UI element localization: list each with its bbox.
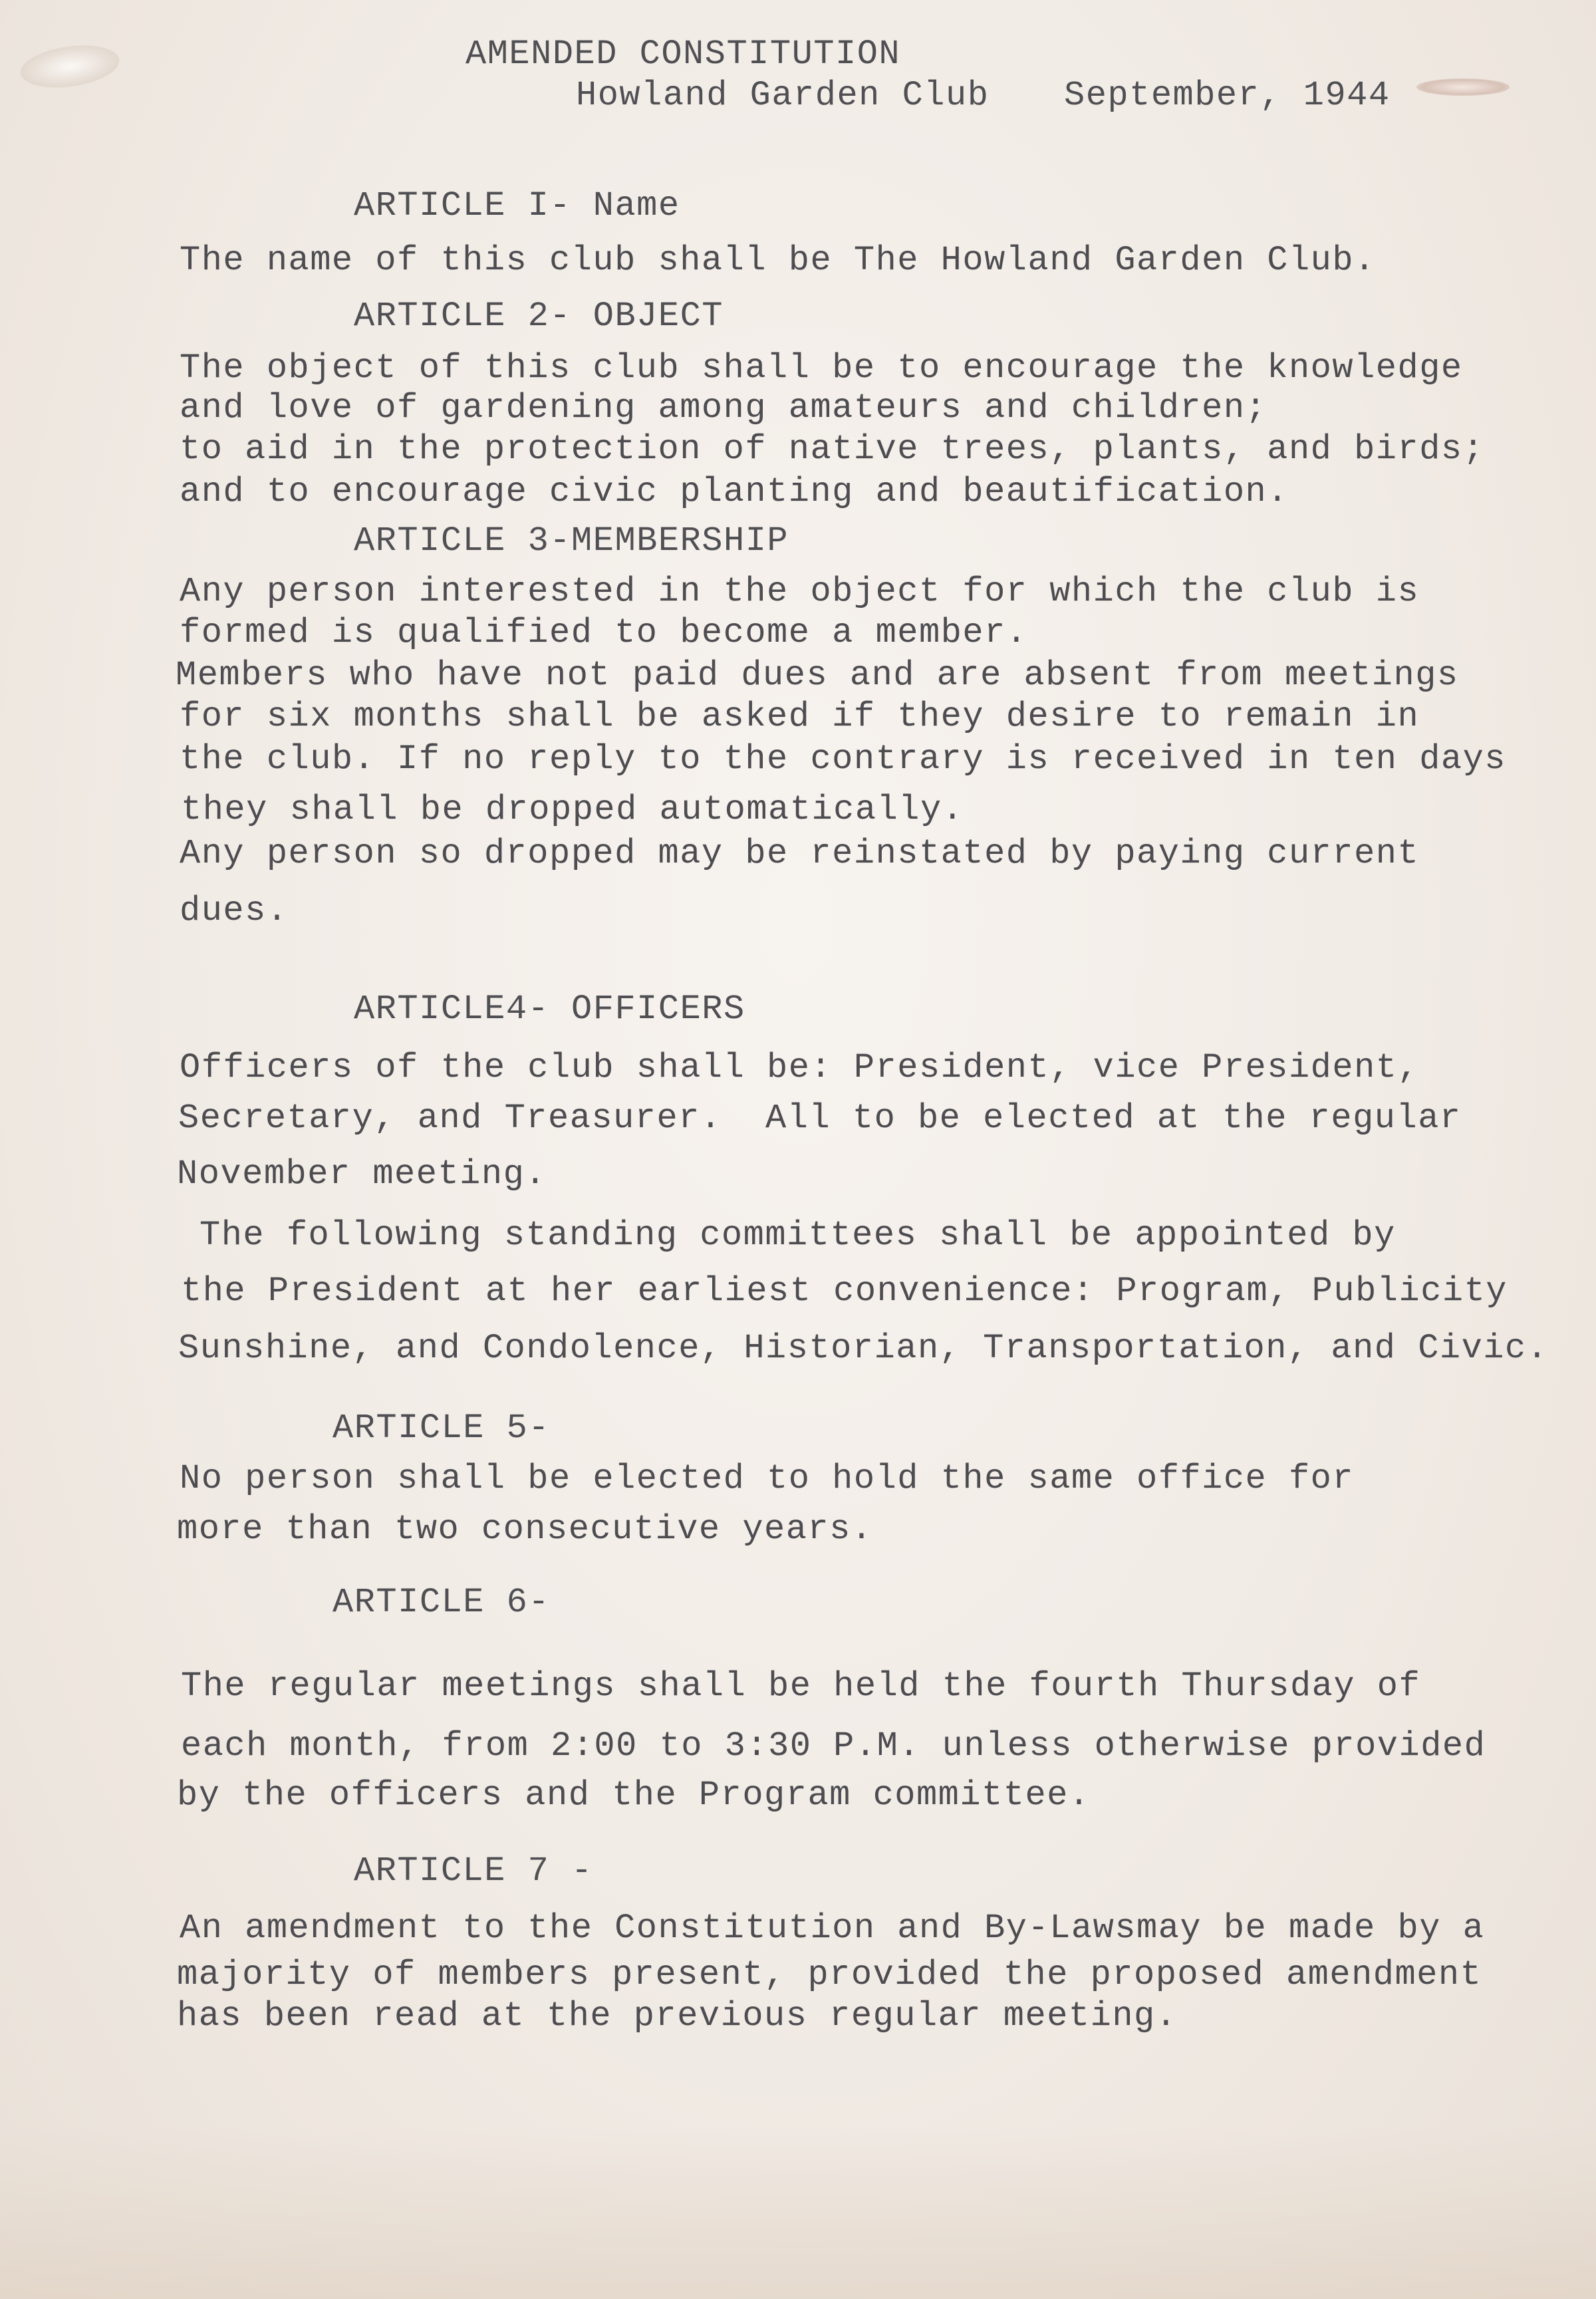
article-4-line: Secretary, and Treasurer. All to be elected at the regular	[178, 1099, 1462, 1138]
article-3-line: they shall be dropped automatically.	[181, 790, 964, 829]
article-3-line: the club. If no reply to the contrary is received in ten days	[180, 740, 1507, 779]
article-3-line: Any person so dropped may be reinstated by paying current	[180, 834, 1420, 873]
article-4-heading: ARTICLE4- OFFICERS	[354, 990, 745, 1029]
club-name: Howland Garden Club	[576, 76, 990, 115]
article-3-line: for six months shall be asked if they desire to remain in	[180, 697, 1420, 736]
article-2-line: and love of gardening among amateurs and children;	[180, 388, 1267, 428]
article-4-line: The following standing committees shall be appointed by	[200, 1216, 1396, 1255]
article-6-line: by the officers and the Program committee.	[177, 1776, 1091, 1815]
article-3-line: Members who have not paid dues and are absent from meetings	[176, 656, 1459, 695]
article-2-line: to aid in the protection of native trees, plants, and birds;	[180, 430, 1485, 469]
article-6-heading: ARTICLE 6-	[332, 1583, 551, 1622]
article-2-line: The object of this club shall be to encourage the knowledge	[180, 348, 1463, 388]
article-4-line: the President at her earliest convenience: Program, Publicity	[181, 1272, 1508, 1311]
article-7-line: An amendment to the Constitution and By-Lawsmay be made by a	[180, 1909, 1485, 1948]
article-6-line: The regular meetings shall be held the fourth Thursday of	[181, 1667, 1421, 1706]
article-5-line: No person shall be elected to hold the same office for	[180, 1459, 1355, 1498]
article-7-heading: ARTICLE 7 -	[354, 1851, 593, 1891]
article-5-heading: ARTICLE 5-	[332, 1409, 551, 1448]
article-3-heading: ARTICLE 3-MEMBERSHIP	[354, 521, 789, 561]
document-date: September, 1944	[1064, 76, 1391, 115]
article-1-heading: ARTICLE I- Name	[354, 186, 680, 225]
article-6-line: each month, from 2:00 to 3:30 P.M. unless otherwise provided	[181, 1726, 1486, 1766]
article-3-line: Any person interested in the object for which the club is	[180, 572, 1420, 611]
paper-tear-left	[18, 40, 122, 93]
article-3-line: formed is qualified to become a member.	[180, 613, 1028, 652]
article-3-line: dues.	[180, 891, 289, 930]
article-2-heading: ARTICLE 2- OBJECT	[354, 297, 724, 336]
article-4-line: Sunshine, and Condolence, Historian, Transportation, and Civic.	[178, 1329, 1549, 1368]
article-5-line: more than two consecutive years.	[177, 1510, 873, 1549]
paper-tear-right	[1416, 78, 1510, 96]
article-7-line: majority of members present, provided the proposed amendment	[177, 1955, 1482, 1994]
article-1-line: The name of this club shall be The Howland Garden Club.	[180, 241, 1376, 280]
article-4-line: November meeting.	[177, 1154, 547, 1194]
article-4-line: Officers of the club shall be: President, vice President,	[180, 1048, 1420, 1087]
document-title: AMENDED CONSTITUTION	[466, 35, 901, 74]
article-2-line: and to encourage civic planting and beautification.	[180, 472, 1289, 511]
paper-stain	[0, 2126, 1596, 2299]
article-7-line: has been read at the previous regular meeting.	[177, 1996, 1178, 2036]
